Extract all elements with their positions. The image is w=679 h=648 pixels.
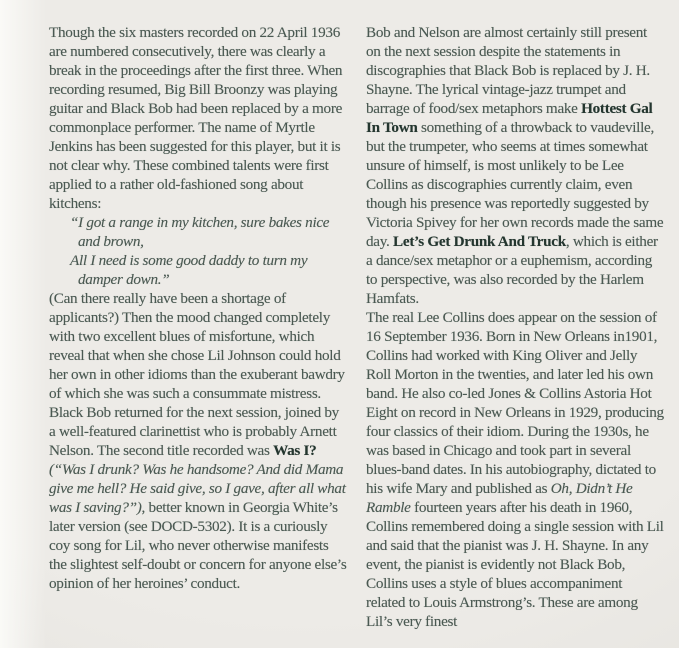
- text-run: The real Lee Collins does appear on the session of 16 September 1936. Born in New Orleans in1901, Collins had worked with King Oliver and Jelly Roll Morton in the twenties, and later led his own band. He also co-led Jones & Collins Astoria Hot Eight on record in New Orleans in 1929, producing four classics of their idiom. During the 1930s, he was based in Chicago and took part in several blues-band dates. In his autobiography, dictated to his wife Mary and published as: [366, 309, 664, 497]
- paragraph: [49, 403, 347, 593]
- paragraph: [366, 308, 664, 631]
- left-column: [49, 23, 347, 648]
- italic-run: (“Was I drunk? Was he handsome? And did Mama give me hell? He said give, so I gave, after all what was I saving?”): [49, 461, 346, 516]
- bold-title-run: Was I?: [273, 442, 317, 459]
- italic-run: All I need is some good daddy to turn my damper down.”: [70, 252, 308, 288]
- text-run: Though the six masters recorded on 22 April 1936 are numbered consecutively, there was clearly a break in the proceedings after the first three. When recording resumed, Big Bill Broonzy was playing guitar and Black Bob had been replaced by a more commonplace performer. The name of Myrtle Jenkins has been suggested for this player, but it is not clear why. These combined talents were first applied to a rather old-fashioned song about kitchens:: [49, 24, 343, 212]
- text-run: (Can there really have been a shortage of applicants?) Then the mood changed completely with two excellent blues of misfortune, which reveal that when she chose Lil Johnson could hold her own in other idioms than the exuberant bawdry of which she was such a consummate mistress.: [49, 290, 345, 402]
- lyric-quote-line: [49, 213, 347, 251]
- text-run: , which is either a dance/sex metaphor or a euphemism, according to perspective, was also recorded by the Harlem Hamfats.: [366, 233, 658, 307]
- text-run: , better known in Georgia White’s later version (see DOCD-5302). It is a curiously coy song for Lil, who never otherwise manifests the slightest self-doubt or concern for anyone else’s opinion of her heroines’ conduct.: [49, 499, 347, 592]
- italic-run: “I got a range in my kitchen, sure bakes nice and brown,: [70, 214, 330, 250]
- paragraph: [366, 23, 664, 308]
- bold-title-run: Hottest Gal In Town: [366, 100, 653, 136]
- lyric-quote-line: [49, 251, 347, 289]
- right-column: [366, 23, 664, 648]
- paragraph: [49, 23, 347, 213]
- paragraph: [49, 289, 347, 403]
- italic-run: Oh, Didn’t He Ramble: [366, 480, 633, 516]
- text-run: something of a throwback to vaudeville, but the trumpeter, who seems at times somewhat unsure of himself, is most unlikely to be Lee Collins as discographies currently claim, even though his presence was reportedly suggested by Victoria Spivey for her own records made the same day.: [366, 119, 664, 250]
- text-run: Bob and Nelson are almost certainly still present on the next session despite the statements in discographies that Black Bob is replaced by J. H. Shayne. The lyrical vintage-jazz trumpet and barrage of food/sex metaphors make: [366, 24, 650, 117]
- bold-title-run: Let’s Get Drunk And Truck: [393, 233, 566, 250]
- text-run: Black Bob returned for the next session, joined by a well-featured clarinettist who is probably Arnett Nelson. The second title recorded was: [49, 404, 339, 459]
- text-run: fourteen years after his death in 1960, Collins remembered doing a single session with Lil and said that the pianist was J. H. Shayne. In any event, the pianist is evidently not Black Bob, Collins uses a style of blues accompaniment related to Louis Armstrong’s. These are among Lil’s very finest: [366, 499, 664, 630]
